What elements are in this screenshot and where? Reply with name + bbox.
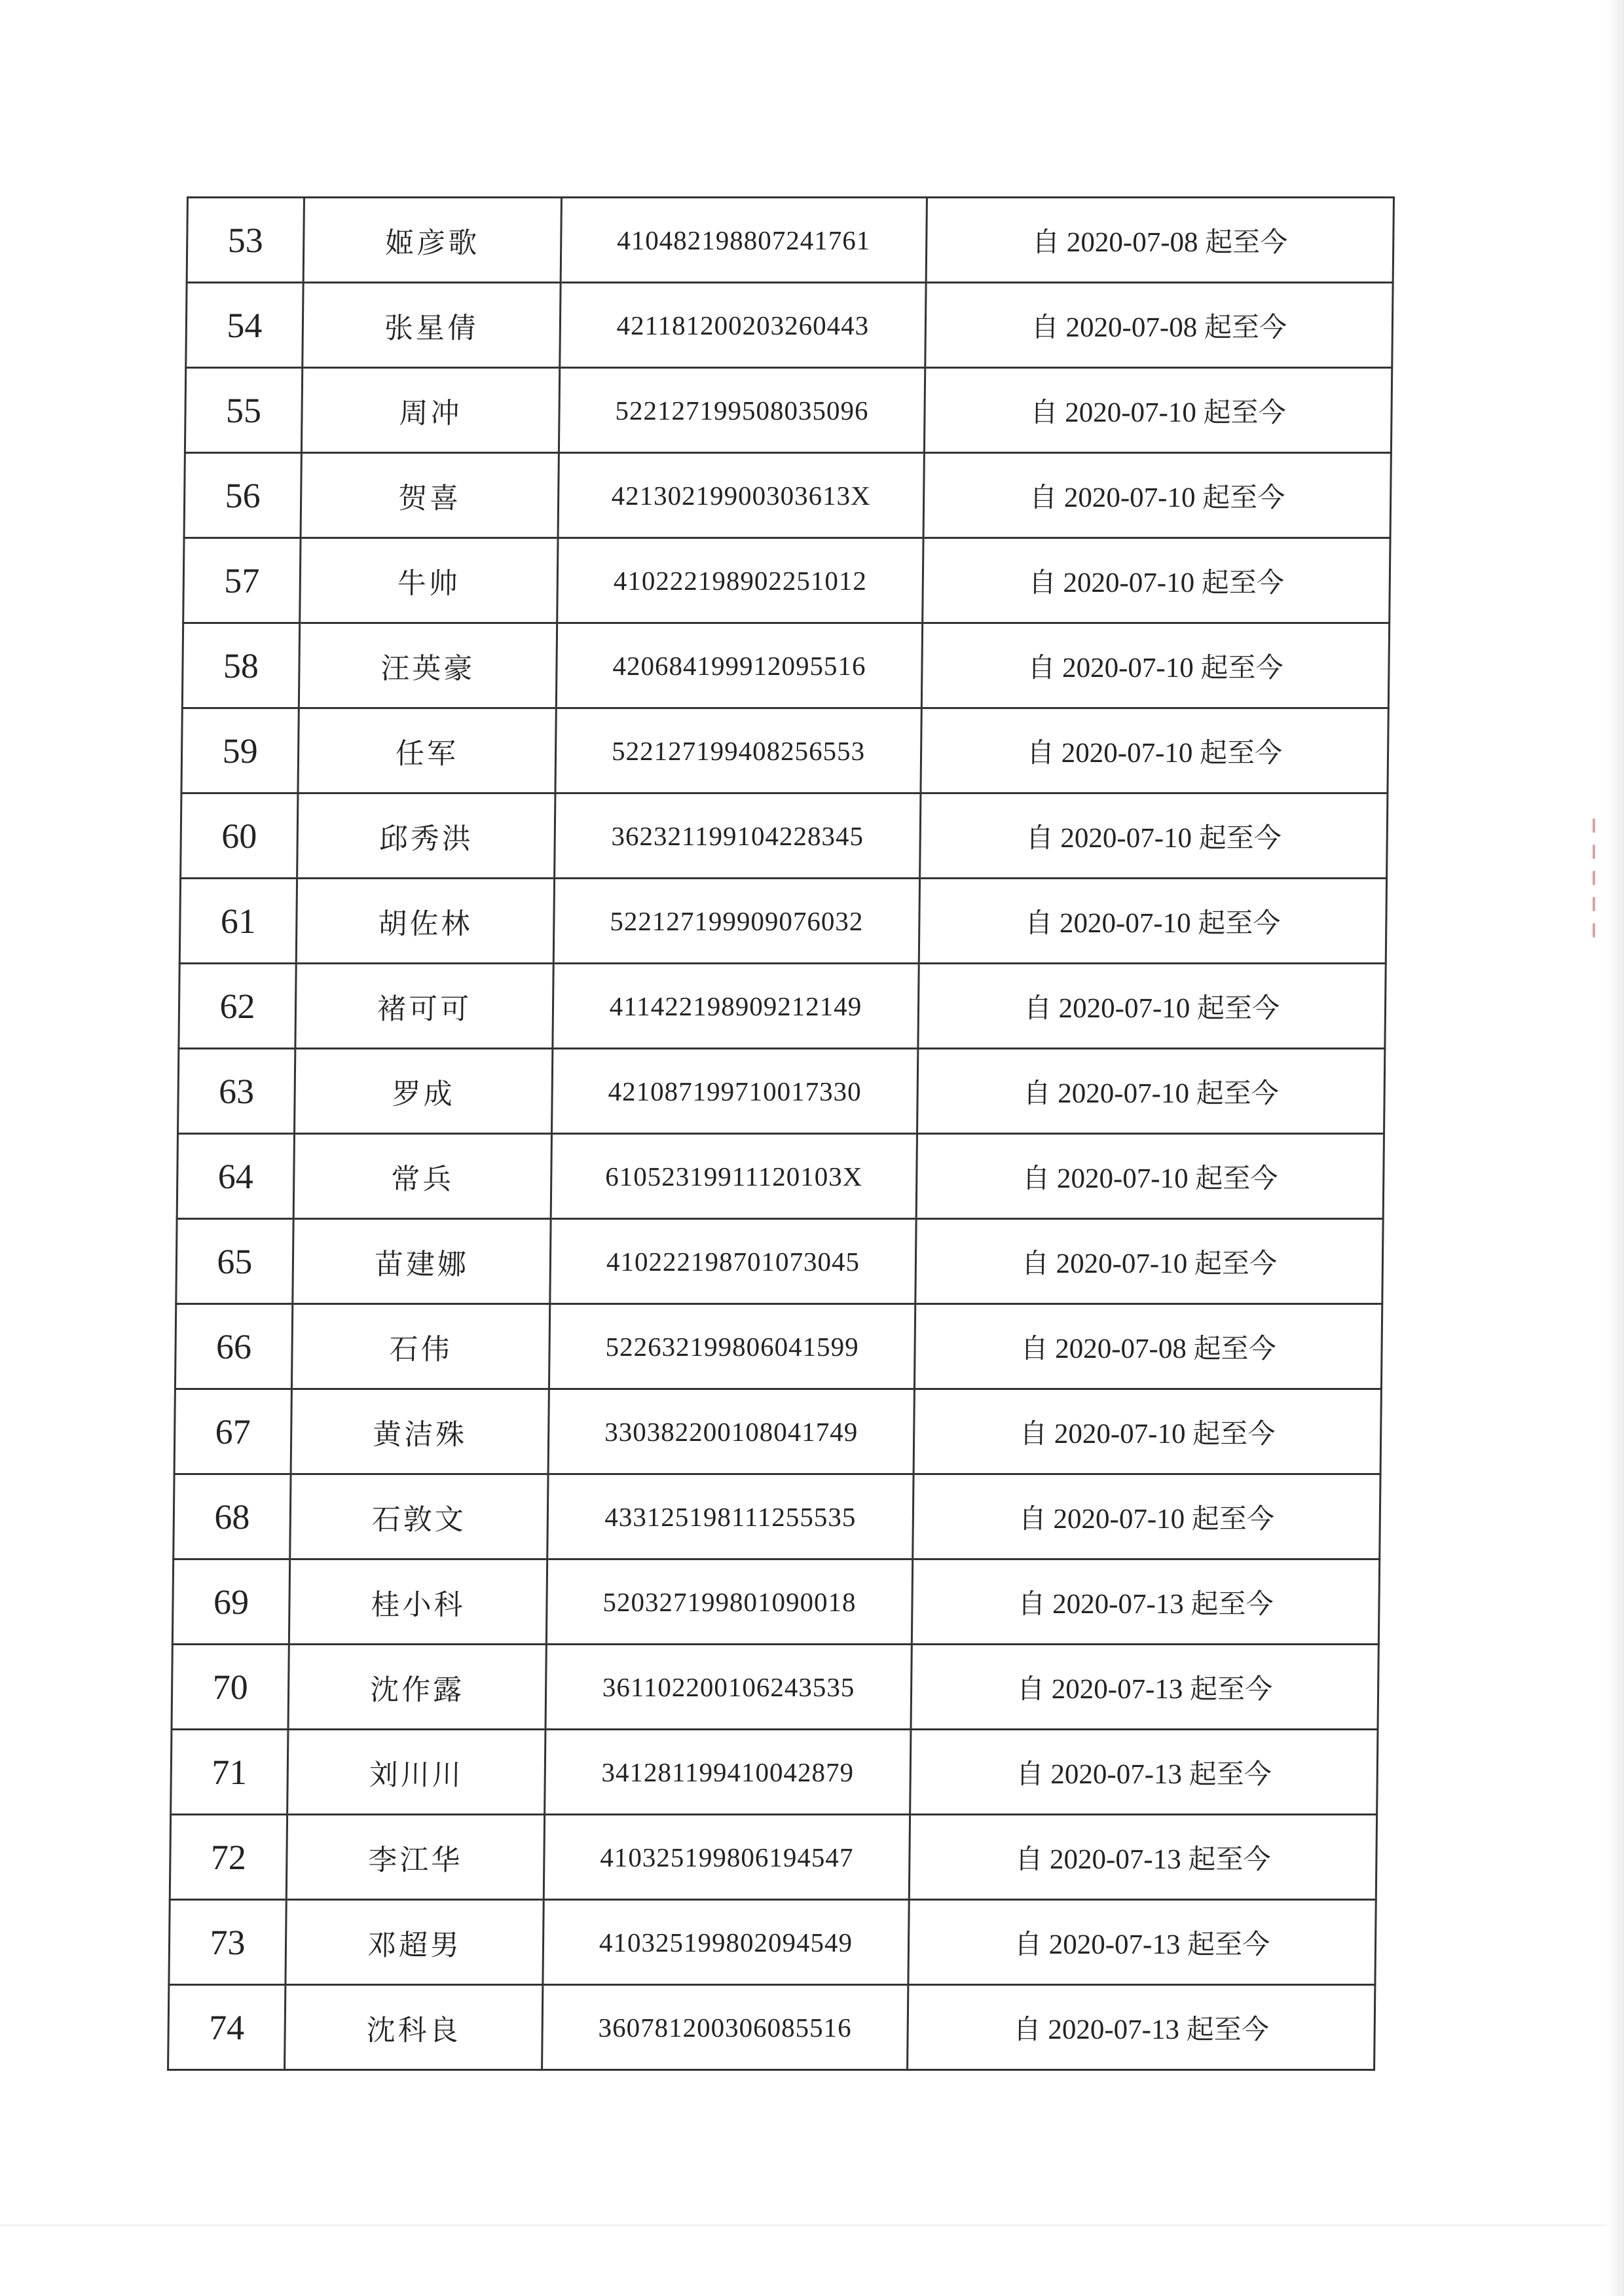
id-number-cell: 410482198807241761 (561, 198, 927, 283)
row-number-cell: 64 (177, 1134, 294, 1219)
date-suffix-text: 起至今 (1201, 566, 1285, 598)
person-name-cell: 邱秀洪 (297, 793, 555, 879)
start-date-cell (920, 793, 1388, 879)
id-number-cell: 421087199710017330 (552, 1049, 918, 1134)
date-suffix-text: 起至今 (1186, 2013, 1270, 2045)
table-row (186, 283, 1393, 368)
person-name-cell: 张星倩 (303, 283, 561, 368)
start-date-value: 2020-07-08 (1065, 312, 1198, 343)
start-date-value: 2020-07-13 (1052, 1588, 1185, 1620)
scan-edge-shadow (1606, 0, 1624, 2296)
row-number-cell: 68 (174, 1474, 291, 1559)
start-date-value: 2020-07-13 (1049, 1844, 1181, 1875)
row-number-cell: 66 (175, 1304, 292, 1389)
date-suffix-text: 起至今 (1196, 1076, 1279, 1109)
row-number-cell: 60 (181, 793, 298, 879)
date-prefix-text: 自 (1027, 651, 1056, 683)
id-number-cell: 421181200203260443 (560, 283, 926, 368)
start-date-cell (925, 283, 1393, 368)
start-date-cell (908, 1900, 1376, 1985)
start-date-cell (913, 1474, 1380, 1559)
row-number-cell: 54 (186, 283, 303, 368)
person-name-cell: 姬彦歌 (303, 198, 561, 283)
table-row (187, 198, 1393, 283)
row-number-cell: 73 (169, 1900, 286, 1985)
date-suffix-text: 起至今 (1205, 225, 1288, 258)
date-prefix-text: 自 (1020, 1332, 1048, 1364)
person-name-cell: 刘川川 (287, 1730, 545, 1815)
person-name-cell: 贺喜 (301, 453, 559, 538)
table-row (172, 1645, 1378, 1730)
date-suffix-text: 起至今 (1203, 395, 1286, 428)
start-date-cell (908, 1985, 1375, 2070)
id-number-cell: 341281199410042879 (545, 1730, 911, 1815)
date-suffix-text: 起至今 (1196, 991, 1280, 1024)
margin-mark (1593, 871, 1595, 885)
person-name-cell: 任军 (298, 708, 556, 793)
date-prefix-text: 自 (1014, 1927, 1043, 1960)
date-prefix-text: 自 (1018, 1502, 1047, 1535)
start-date-cell (913, 1389, 1381, 1474)
date-prefix-text: 自 (1025, 821, 1054, 854)
table-row (168, 1985, 1375, 2070)
start-date-value: 2020-07-13 (1051, 1673, 1183, 1705)
date-suffix-text: 起至今 (1191, 1502, 1275, 1535)
start-date-cell (916, 1134, 1384, 1219)
id-number-cell: 410325199802094549 (543, 1900, 909, 1985)
table-row (177, 1134, 1384, 1219)
date-suffix-text: 起至今 (1190, 1587, 1274, 1620)
date-prefix-text: 自 (1015, 1842, 1043, 1875)
date-prefix-text: 自 (1018, 1587, 1046, 1620)
date-suffix-text: 起至今 (1194, 1247, 1278, 1279)
date-suffix-text: 起至今 (1202, 481, 1285, 513)
table-row (169, 1900, 1376, 1985)
table-row (179, 964, 1386, 1049)
id-number-cell: 522127199408256553 (555, 708, 921, 793)
start-date-value: 2020-07-10 (1063, 482, 1196, 513)
date-prefix-text: 自 (1029, 481, 1058, 513)
id-number-cell: 520327199801090018 (546, 1559, 912, 1645)
id-number-cell: 362321199104228345 (555, 793, 921, 879)
date-suffix-text: 起至今 (1198, 821, 1282, 854)
date-prefix-text: 自 (1030, 395, 1058, 428)
date-suffix-text: 起至今 (1200, 651, 1283, 683)
row-number-cell: 74 (168, 1985, 286, 2070)
margin-mark (1593, 897, 1595, 911)
table-row (172, 1559, 1379, 1645)
date-suffix-text: 起至今 (1198, 906, 1281, 939)
roster-table-body (168, 198, 1394, 2070)
id-number-cell: 42130219900303613X (558, 453, 924, 538)
margin-mark (1593, 845, 1595, 859)
id-number-cell: 522127199909076032 (553, 879, 919, 964)
start-date-value: 2020-07-10 (1063, 567, 1195, 598)
row-number-cell: 59 (181, 708, 299, 793)
person-name-cell: 褚可可 (295, 964, 553, 1049)
table-row (174, 1389, 1381, 1474)
start-date-value: 2020-07-10 (1053, 1503, 1185, 1535)
date-prefix-text: 自 (1031, 310, 1060, 343)
date-prefix-text: 自 (1022, 1161, 1050, 1194)
row-number-cell: 72 (170, 1815, 287, 1900)
start-date-value: 2020-07-10 (1056, 1248, 1188, 1279)
id-number-cell: 433125198111255535 (547, 1474, 913, 1559)
table-row (176, 1219, 1383, 1304)
row-number-cell: 56 (184, 453, 301, 538)
start-date-value: 2020-07-08 (1066, 227, 1198, 258)
person-name-cell: 邓超男 (286, 1900, 544, 1985)
date-prefix-text: 自 (1016, 1672, 1045, 1705)
start-date-value: 2020-07-13 (1048, 2014, 1180, 2045)
start-date-value: 2020-07-10 (1054, 1418, 1186, 1449)
date-suffix-text: 起至今 (1189, 1672, 1273, 1705)
id-number-cell: 360781200306085516 (542, 1985, 908, 2070)
date-suffix-text: 起至今 (1187, 1927, 1270, 1960)
id-number-cell: 330382200108041749 (548, 1389, 914, 1474)
start-date-value: 2020-07-13 (1048, 1929, 1181, 1960)
date-suffix-text: 起至今 (1192, 1417, 1276, 1449)
start-date-cell (911, 1645, 1378, 1730)
date-prefix-text: 自 (1024, 991, 1052, 1024)
date-suffix-text: 起至今 (1189, 1757, 1272, 1790)
date-prefix-text: 自 (1021, 1247, 1050, 1279)
date-suffix-text: 起至今 (1199, 736, 1283, 769)
row-number-cell: 62 (179, 964, 296, 1049)
start-date-cell (915, 1219, 1383, 1304)
date-prefix-text: 自 (1025, 906, 1053, 939)
person-name-cell: 沈作露 (288, 1645, 546, 1730)
table-row (181, 793, 1388, 879)
start-date-cell (921, 623, 1389, 708)
row-number-cell: 57 (183, 538, 301, 623)
start-date-cell (923, 453, 1391, 538)
start-date-value: 2020-07-10 (1060, 822, 1192, 854)
start-date-cell (914, 1304, 1382, 1389)
id-number-cell: 410222198701073045 (550, 1219, 916, 1304)
person-name-cell: 罗成 (295, 1049, 553, 1134)
row-number-cell: 67 (174, 1389, 291, 1474)
table-row (185, 368, 1392, 453)
person-name-cell: 常兵 (293, 1134, 551, 1219)
table-row (179, 879, 1386, 964)
id-number-cell: 420684199912095516 (556, 623, 922, 708)
date-prefix-text: 自 (1016, 1757, 1044, 1790)
start-date-value: 2020-07-10 (1061, 652, 1194, 683)
row-number-cell: 55 (185, 368, 302, 453)
start-date-value: 2020-07-10 (1058, 993, 1190, 1024)
date-prefix-text: 自 (1023, 1076, 1051, 1109)
person-name-cell: 桂小科 (289, 1559, 547, 1645)
date-prefix-text: 自 (1019, 1417, 1048, 1449)
date-suffix-text: 起至今 (1195, 1161, 1278, 1194)
start-date-value: 2020-07-13 (1050, 1758, 1183, 1790)
person-name-cell: 苗建娜 (293, 1219, 551, 1304)
id-number-cell: 522632199806041599 (549, 1304, 915, 1389)
id-number-cell: 361102200106243535 (545, 1645, 912, 1730)
table-row (174, 1474, 1380, 1559)
row-number-cell: 53 (187, 198, 304, 283)
id-number-cell: 61052319911120103X (551, 1134, 917, 1219)
row-number-cell: 61 (179, 879, 297, 964)
person-name-cell: 胡佐林 (296, 879, 554, 964)
start-date-value: 2020-07-10 (1061, 737, 1193, 769)
person-name-cell: 李江华 (286, 1815, 544, 1900)
start-date-value: 2020-07-08 (1054, 1333, 1187, 1364)
person-name-cell: 沈科良 (285, 1985, 543, 2070)
id-number-cell: 411422198909212149 (553, 964, 919, 1049)
start-date-cell (923, 538, 1390, 623)
id-number-cell: 522127199508035096 (559, 368, 925, 453)
row-number-cell: 65 (176, 1219, 293, 1304)
start-date-cell (924, 368, 1392, 453)
row-number-cell: 63 (178, 1049, 295, 1134)
margin-mark (1593, 818, 1595, 833)
table-row (171, 1730, 1378, 1815)
person-name-cell: 石伟 (291, 1304, 549, 1389)
person-name-cell: 黄洁殊 (291, 1389, 549, 1474)
table-row (178, 1049, 1385, 1134)
scan-bottom-line (0, 2225, 1624, 2226)
start-date-cell (921, 708, 1388, 793)
row-number-cell: 69 (172, 1559, 289, 1645)
start-date-value: 2020-07-10 (1056, 1163, 1189, 1194)
table-row (175, 1304, 1382, 1389)
roster-table (167, 196, 1395, 2071)
start-date-cell (917, 1049, 1385, 1134)
person-name-cell: 周冲 (301, 368, 559, 453)
table-row (181, 708, 1388, 793)
start-date-value: 2020-07-10 (1064, 397, 1197, 428)
start-date-cell (910, 1730, 1378, 1815)
date-prefix-text: 自 (1026, 736, 1055, 769)
date-suffix-text: 起至今 (1204, 310, 1287, 343)
start-date-cell (919, 879, 1386, 964)
roster-table-container (167, 196, 1395, 2071)
row-number-cell: 58 (182, 623, 299, 708)
row-number-cell: 71 (171, 1730, 288, 1815)
start-date-value: 2020-07-10 (1058, 1078, 1190, 1109)
person-name-cell: 石敦文 (290, 1474, 548, 1559)
table-row (182, 623, 1389, 708)
table-row (184, 453, 1391, 538)
date-prefix-text: 自 (1031, 225, 1060, 258)
id-number-cell: 410325199806194547 (544, 1815, 910, 1900)
id-number-cell: 410222198902251012 (557, 538, 923, 623)
date-suffix-text: 起至今 (1193, 1332, 1276, 1364)
start-date-cell (926, 198, 1393, 283)
start-date-cell (918, 964, 1386, 1049)
row-number-cell: 70 (172, 1645, 289, 1730)
date-prefix-text: 自 (1013, 2013, 1041, 2045)
date-prefix-text: 自 (1028, 566, 1057, 598)
table-row (183, 538, 1390, 623)
date-suffix-text: 起至今 (1188, 1842, 1271, 1875)
margin-mark (1593, 923, 1595, 938)
person-name-cell: 牛帅 (300, 538, 558, 623)
person-name-cell: 汪英豪 (299, 623, 557, 708)
start-date-value: 2020-07-10 (1059, 907, 1191, 939)
start-date-cell (912, 1559, 1379, 1645)
table-row (170, 1815, 1376, 1900)
start-date-cell (909, 1815, 1376, 1900)
